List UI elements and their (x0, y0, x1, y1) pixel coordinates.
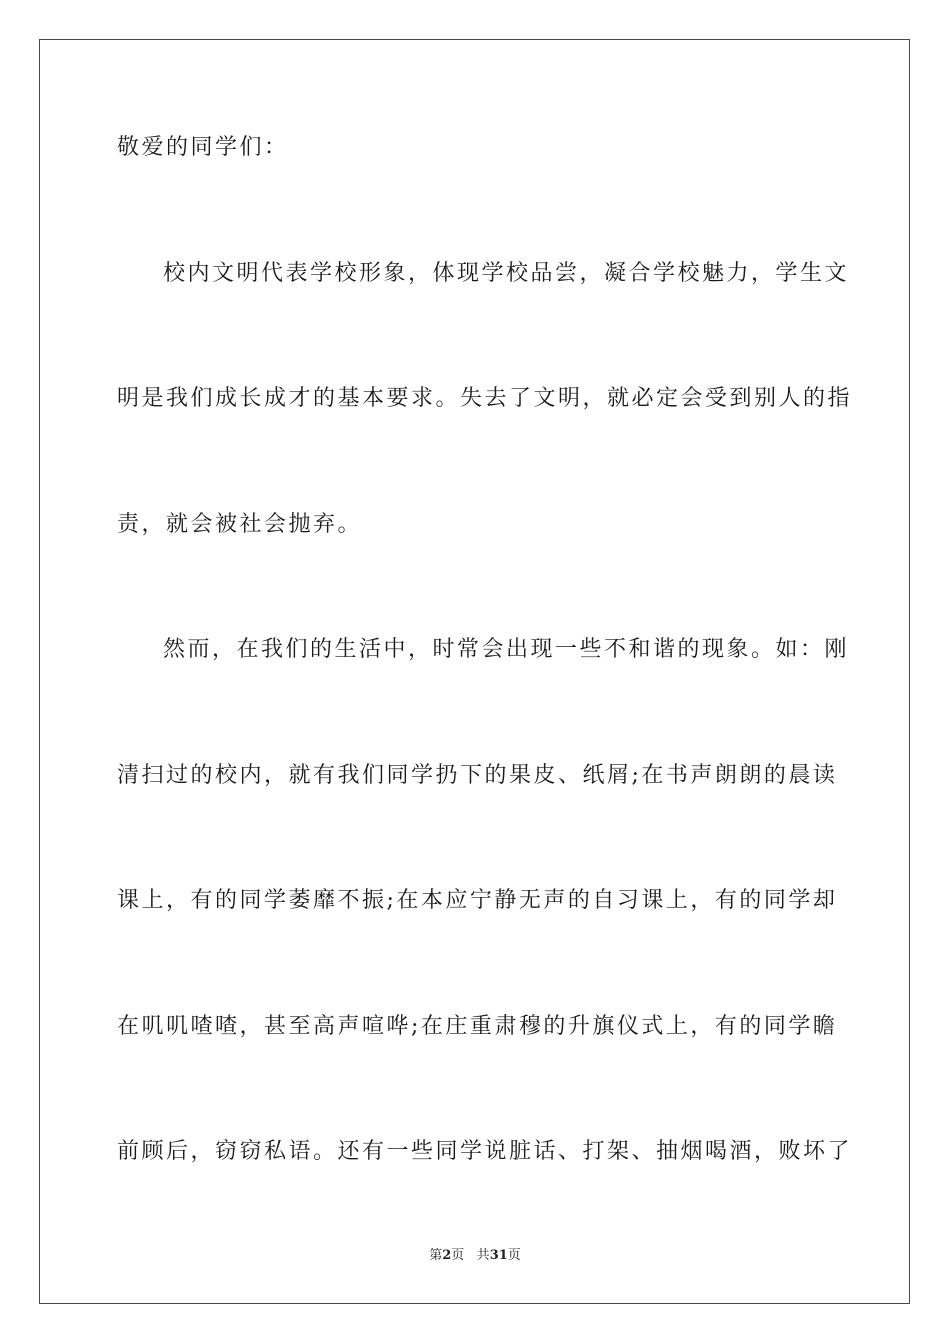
body-line: 在叽叽喳喳，甚至高声喧哗;在庄重肃穆的升旗仪式上，有的同学瞻 (117, 1014, 838, 1039)
body-line: 明是我们成长成才的基本要求。失去了文明，就必定会受到别人的指 (117, 386, 853, 411)
body-line: 前顾后，窃窃私语。还有一些同学说脏话、打架、抽烟喝酒，败坏了 (117, 1139, 853, 1164)
body-line: 校内文明代表学校形象，体现学校品尝，凝合学校魅力，学生文 (163, 261, 850, 286)
page-suffix: 页 (451, 1248, 465, 1263)
body-line: 责，就会被社会抛弃。 (117, 512, 363, 537)
page-border (39, 39, 910, 1304)
page-prefix: 第 (429, 1248, 443, 1263)
total-prefix: 共 (476, 1248, 490, 1263)
page-number: 2 (442, 1248, 452, 1263)
total-suffix: 页 (507, 1248, 521, 1263)
body-line: 然而，在我们的生活中，时常会出现一些不和谐的现象。如：刚 (163, 637, 850, 662)
salutation-line: 敬爱的同学们： (117, 135, 289, 160)
total-pages: 31 (489, 1248, 508, 1263)
body-line: 课上，有的同学萎靡不振;在本应宁静无声的自习课上，有的同学却 (117, 888, 838, 913)
page-footer (0, 1247, 950, 1265)
body-line: 清扫过的校内，就有我们同学扔下的果皮、纸屑;在书声朗朗的晨读 (117, 763, 838, 788)
